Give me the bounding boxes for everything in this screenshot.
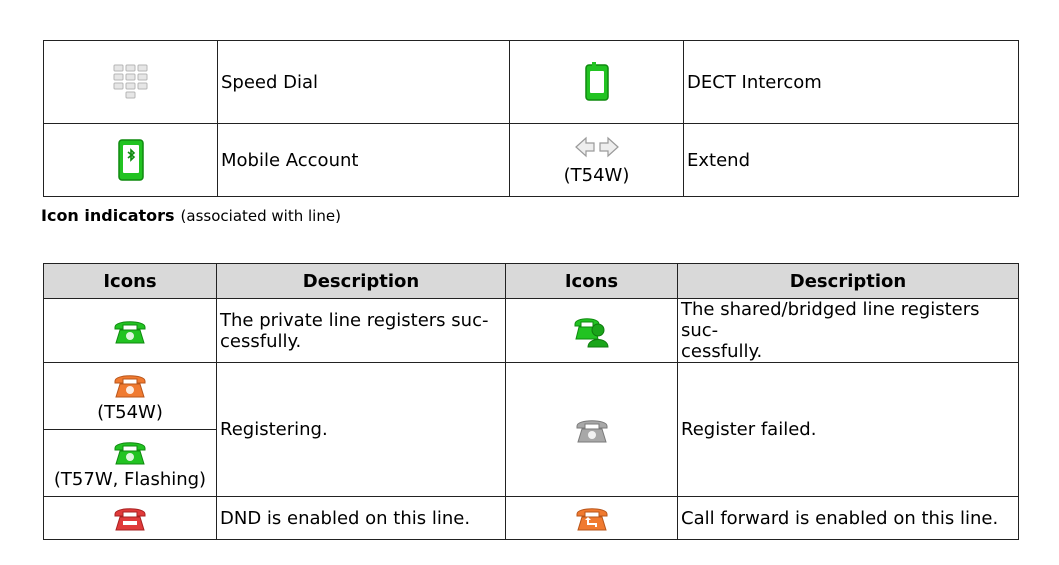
- feature-label: Speed Dial: [218, 41, 510, 124]
- dect-intercom-handset-icon: [583, 61, 611, 103]
- icon-cell: [506, 299, 678, 363]
- model-note: (T54W): [563, 164, 630, 186]
- section-heading: [41, 206, 341, 225]
- indicator-description: DND is enabled on this line.: [217, 497, 506, 540]
- column-header: Description: [217, 264, 506, 299]
- section-subtitle: (associated with line): [180, 207, 341, 225]
- icon-cell: [44, 299, 217, 363]
- indicator-description: Register failed.: [678, 363, 1019, 497]
- indicator-description: [217, 299, 506, 363]
- icon-cell: [506, 497, 678, 540]
- speed-dial-keypad-icon: [111, 62, 151, 102]
- green-phone-with-person-icon: [572, 314, 612, 348]
- icon-cell: [44, 124, 218, 197]
- indicator-description: Call forward is enabled on this line.: [678, 497, 1019, 540]
- icon-cell: [44, 497, 217, 540]
- feature-label: Mobile Account: [218, 124, 510, 197]
- green-phone-icon: [112, 316, 148, 346]
- icon-cell: [510, 41, 684, 124]
- table-row: [44, 41, 1019, 124]
- icon-cell: [44, 363, 217, 430]
- table-header-row: [44, 264, 1019, 299]
- gray-phone-icon: [574, 415, 610, 445]
- model-note: (T54W): [97, 401, 163, 423]
- indicator-description: [678, 299, 1019, 363]
- model-note: (T57W, Flashing): [53, 468, 207, 490]
- table-row: [44, 124, 1019, 197]
- icon-cell: [506, 363, 678, 497]
- orange-phone-icon: [112, 370, 148, 400]
- table-row: [44, 299, 1019, 363]
- table-row: [44, 497, 1019, 540]
- red-phone-minus-icon: [112, 503, 148, 533]
- column-header: Icons: [506, 264, 678, 299]
- feature-label: Extend: [684, 124, 1019, 197]
- extend-arrows-icon: [574, 135, 620, 159]
- column-header: Icons: [44, 264, 217, 299]
- mobile-account-bluetooth-icon: [117, 138, 145, 182]
- description-text: The shared/bridged line registers suc- cessfully.: [681, 299, 980, 362]
- features-table: [43, 40, 1019, 197]
- indicator-description: Registering.: [217, 363, 506, 497]
- icon-cell: [510, 124, 684, 197]
- indicators-table: [43, 263, 1019, 540]
- column-header: Description: [678, 264, 1019, 299]
- feature-label: DECT Intercom: [684, 41, 1019, 124]
- icon-cell: [44, 430, 217, 497]
- orange-phone-forward-icon: [574, 503, 610, 533]
- description-text: The private line registers suc- cessfully.: [220, 309, 489, 352]
- green-phone-icon: [112, 437, 148, 467]
- section-title: Icon indicators: [41, 206, 175, 225]
- icon-cell: [44, 41, 218, 124]
- table-row: [44, 363, 1019, 430]
